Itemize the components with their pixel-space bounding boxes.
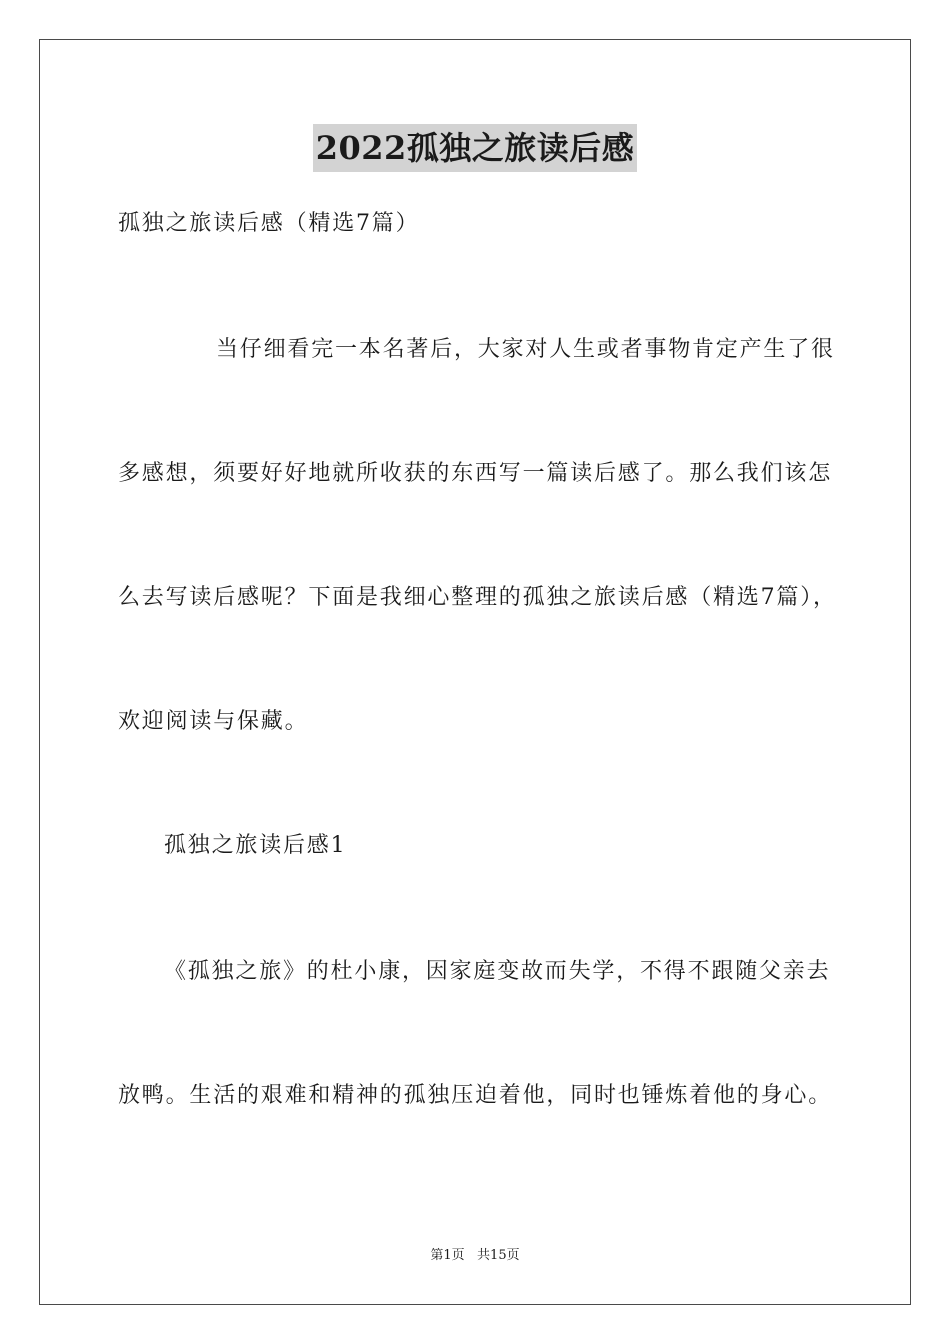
document-title: 2022孤独之旅读后感 <box>313 124 638 172</box>
paragraph-line-4: 欢迎阅读与保藏。 <box>118 709 309 734</box>
paragraph-line-3: 么去写读后感呢？下面是我细心整理的孤独之旅读后感（精选7篇）， <box>118 585 837 610</box>
paragraph-line-2: 多感想，须要好好地就所收获的东西写一篇读后感了。那么我们该怎 <box>118 461 833 486</box>
section-heading-1: 孤独之旅读后感1 <box>164 833 347 858</box>
page-footer: 第1页 共15页 <box>430 1248 520 1263</box>
paragraph-line-6: 放鸭。生活的艰难和精神的孤独压迫着他，同时也锤炼着他的身心。 <box>118 1083 833 1108</box>
paragraph-line-5: 《孤独之旅》的杜小康，因家庭变故而失学，不得不跟随父亲去 <box>164 959 831 984</box>
title-container <box>0 124 950 172</box>
paragraph-line-1: 当仔细看完一本名著后，大家对人生或者事物肯定产生了很 <box>216 337 835 362</box>
document-subtitle: 孤独之旅读后感（精选7篇） <box>118 211 420 236</box>
